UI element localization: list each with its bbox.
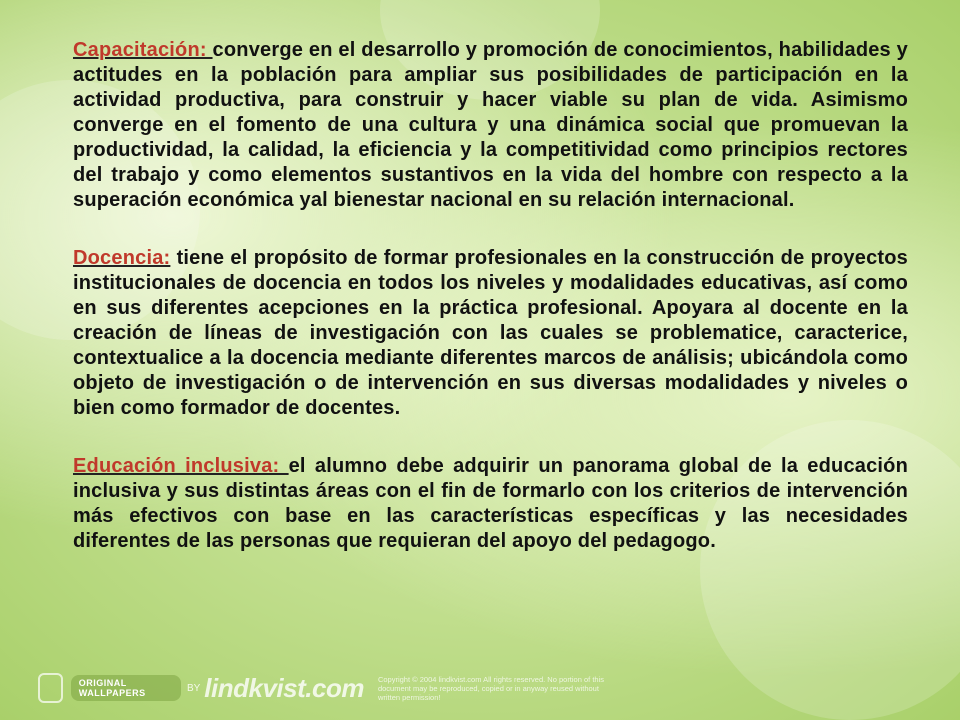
definition-capacitacion: converge en el desarrollo y promoción de conocimientos, habilidades y actitudes en la población para ampliar sus posibilidades de participación en la actividad productiva, para construir y hacer viable su plan de vida. Asimismo converge en el fomento de una cultura y una dinámica social que promuevan la productividad, la calidad, la eficiencia y la competitividad como principios rectores del trabajo y como elementos sustantivos en la vida del hombre con respecto a la superación económica yal bienestar nacional en su relación internacional. xyxy=(73,39,909,211)
paragraph-educacion-inclusiva xyxy=(73,454,908,554)
slide-body xyxy=(73,38,908,587)
footer-by: BY xyxy=(186,682,201,694)
footer-copyright: Copyright © 2004 lindkvist.com All rights reserved. No portion of this document may be reproduced, copied or in anyway reused without written permission! xyxy=(377,674,604,702)
definition-docencia: tiene el propósito de formar profesionales en la construcción de proyectos institucionales de docencia en todos los niveles y modalidades educativas, así como en sus diferentes acepciones en la práctica profesional. Apoyara al docente en la creación de líneas de investigación con las cuales se problematice, caracterice, contextualice a la docencia mediante diferentes marcos de análisis; ubicándola como objeto de investigación o de intervención en sus diversas modalidades y niveles o bien como formador de docentes. xyxy=(73,247,908,419)
term-capacitacion: Capacitación: xyxy=(73,39,213,61)
term-docencia: Docencia: xyxy=(73,247,171,269)
monitor-icon xyxy=(38,673,63,703)
definition-educacion-inclusiva: el alumno debe adquirir un panorama global de la educación inclusiva y sus distintas áreas con el fin de formarlo con los criterios de intervención más efectivos con base en las características específicas y las necesidades diferentes de las personas que requieran del apoyo del pedagogo. xyxy=(73,455,909,552)
paragraph-docencia xyxy=(73,246,908,421)
wallpaper-footer xyxy=(38,670,618,706)
footer-badge: ORIGINAL WALLPAPERS xyxy=(71,675,181,701)
paragraph-capacitacion xyxy=(73,38,908,213)
footer-brand-logo: lindkvist.com xyxy=(204,672,364,703)
term-educacion-inclusiva: Educación inclusiva: xyxy=(73,455,289,477)
